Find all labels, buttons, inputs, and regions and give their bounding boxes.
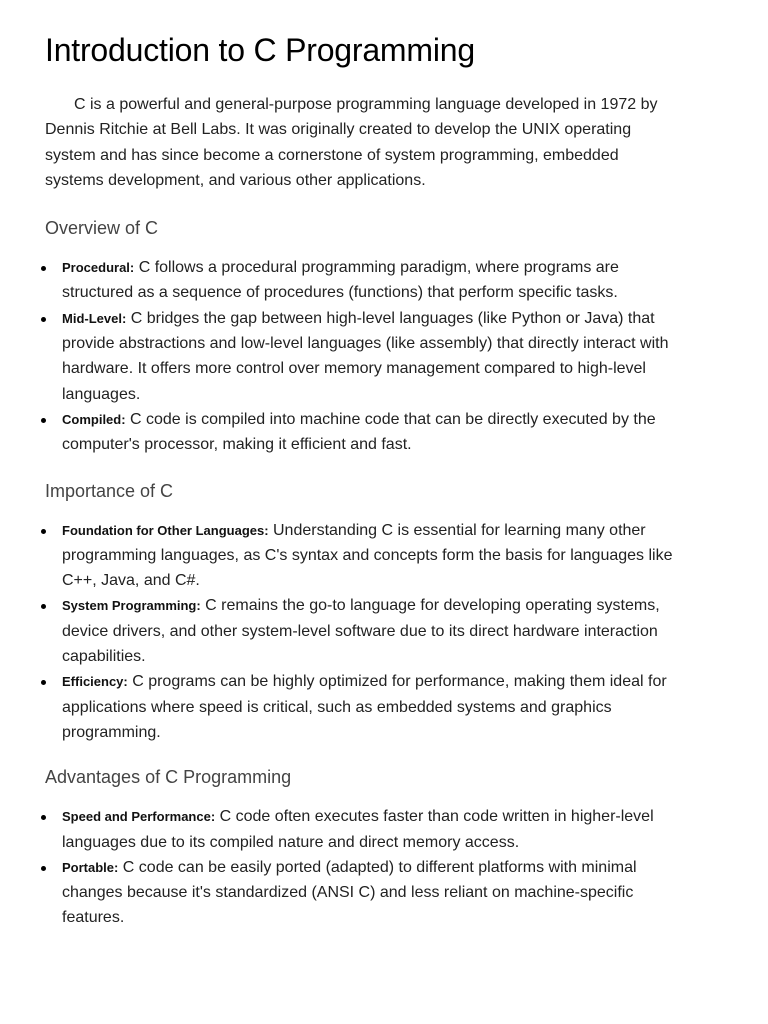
list-item-term: Procedural:	[62, 260, 135, 276]
list-item-term: Foundation for Other Languages:	[62, 522, 269, 538]
list-item-term: Portable:	[62, 859, 119, 875]
overview-list	[45, 255, 680, 457]
list-item-text: C code can be easily ported (adapted) to different platforms with minimal changes because it's standardized (ANSI C) and less reliant on machine-specific features.	[62, 858, 637, 927]
page-title: Introduction to C Programming	[45, 32, 475, 68]
bullet-icon	[41, 680, 46, 685]
section-heading-importance: Importance of C	[45, 480, 174, 501]
bullet-icon	[41, 866, 46, 871]
bullet-icon	[41, 815, 46, 820]
list-item	[45, 255, 680, 306]
list-item-text: Understanding C is essential for learning many other programming languages, as C's syntax and concepts form the basis for languages like C++, Java, and C#.	[62, 521, 673, 590]
list-item	[45, 669, 680, 745]
list-item-text: C remains the go-to language for developing operating systems, device drivers, and other system-level software due to its direct hardware interaction capabilities.	[62, 597, 660, 666]
intro-paragraph: C is a powerful and general-purpose programming language developed in 1972 by Dennis Ritchie at Bell Labs. It was originally created to develop the UNIX operating system and has since become a cornerstone of system programming, embedded systems development, and various other applications.	[45, 96, 658, 189]
list-item	[45, 855, 680, 931]
importance-list	[45, 518, 680, 746]
list-item	[45, 407, 680, 458]
bullet-icon	[41, 266, 46, 271]
list-item-text: C programs can be highly optimized for performance, making them ideal for applications where speed is critical, such as embedded systems and graphics programming.	[62, 673, 667, 741]
bullet-icon	[41, 529, 46, 534]
list-item-text: C follows a procedural programming paradigm, where programs are structured as a sequence of procedures (functions) that perform specific tasks.	[62, 259, 619, 302]
list-item	[45, 518, 680, 594]
advantages-list	[45, 804, 680, 930]
list-item-term: System Programming:	[62, 598, 201, 614]
section-heading-advantages: Advantages of C Programming	[45, 767, 292, 788]
section-heading-overview: Overview of C	[45, 218, 159, 239]
list-item-term: Efficiency:	[62, 674, 128, 690]
list-item-text: C code is compiled into machine code that can be directly executed by the computer's processor, making it efficient and fast.	[62, 410, 656, 454]
list-item	[45, 804, 680, 855]
list-item-term: Mid-Level:	[62, 310, 127, 326]
list-item-text: C bridges the gap between high-level languages (like Python or Java) that provide abstractions and low-level languages (like assembly) that directly interact with hardware. It offers more control over memory management compared to high-level languages.	[62, 309, 669, 403]
bullet-icon	[41, 604, 46, 609]
list-item	[45, 593, 680, 669]
bullet-icon	[41, 317, 46, 322]
list-item	[45, 306, 680, 407]
list-item-term: Speed and Performance:	[62, 809, 216, 825]
list-item-text: C code often executes faster than code written in higher-level languages due to its compiled nature and direct memory access.	[62, 808, 654, 851]
list-item-term: Compiled:	[62, 411, 126, 427]
bullet-icon	[41, 418, 46, 423]
